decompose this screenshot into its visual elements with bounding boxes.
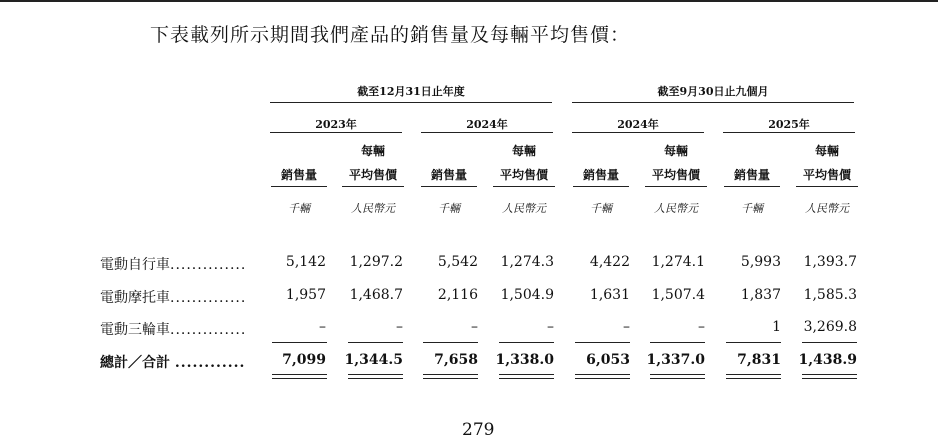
- table-cell-total: 7,099: [282, 352, 326, 368]
- table-cell-total: 7,658: [434, 352, 478, 368]
- year-rule: [421, 132, 553, 133]
- table-cell: 1,274.1: [651, 254, 705, 270]
- table-cell: –: [547, 319, 554, 335]
- table-cell-total: 6,053: [586, 352, 630, 368]
- page-number: 279: [462, 420, 495, 440]
- table-cell-total: 1,338.0: [495, 352, 554, 368]
- unit-volume: 千輛: [590, 202, 612, 215]
- col-header-volume: 銷售量: [430, 168, 467, 182]
- subtotal-rule: [423, 342, 478, 343]
- table-cell: 4,422: [589, 254, 630, 270]
- table-cell: 1,393.7: [803, 254, 857, 270]
- year-rule: [572, 132, 704, 133]
- table-cell-total: 1,438.9: [798, 352, 857, 368]
- group-rule-9m: [572, 102, 854, 103]
- row-label-e-motorcycle: 電動摩托車..............: [100, 290, 247, 306]
- subtotal-rule: [802, 342, 857, 343]
- col-header-price-line1: 每輛: [511, 144, 536, 158]
- total-double-rule: [650, 374, 705, 375]
- subtotal-rule: [348, 342, 403, 343]
- total-double-rule: [726, 378, 781, 379]
- table-cell: 1: [772, 319, 781, 335]
- row-label-e-tricycle: 電動三輪車..............: [100, 322, 247, 338]
- total-double-rule: [348, 378, 403, 379]
- subtotal-rule: [499, 342, 554, 343]
- table-cell-total: 7,831: [737, 352, 781, 368]
- col-rule: [421, 186, 477, 187]
- table-cell: 1,837: [740, 287, 781, 303]
- col-header-price-line1: 每輛: [360, 144, 385, 158]
- table-cell: 1,297.2: [349, 254, 403, 270]
- top-border: [0, 0, 938, 2]
- col-rule: [342, 186, 404, 187]
- col-rule: [573, 186, 629, 187]
- year-header: 2024年: [617, 118, 659, 131]
- total-double-rule: [423, 374, 478, 375]
- subtotal-rule: [726, 342, 781, 343]
- total-double-rule: [272, 374, 327, 375]
- intro-text: 下表載列所示期間我們產品的銷售量及每輛平均售價：: [150, 24, 631, 46]
- col-header-price-line2: 平均售價: [651, 168, 700, 182]
- year-header: 2023年: [315, 118, 357, 131]
- total-double-rule: [726, 374, 781, 375]
- group-header-fy: 截至12月31日止年度: [357, 85, 465, 98]
- table-cell: 1,468.7: [349, 287, 403, 303]
- table-cell: –: [396, 319, 403, 335]
- col-rule: [796, 186, 858, 187]
- unit-volume: 千輛: [438, 202, 460, 215]
- col-header-price-line1: 每輛: [663, 144, 688, 158]
- total-double-rule: [575, 378, 630, 379]
- subtotal-rule: [272, 342, 327, 343]
- total-double-rule: [272, 378, 327, 379]
- row-label-total: 總計／合計 ............: [100, 355, 246, 371]
- col-header-volume: 銷售量: [280, 168, 317, 182]
- total-double-rule: [348, 374, 403, 375]
- group-header-9m: 截至9月30日止九個月: [657, 85, 769, 98]
- year-rule: [270, 132, 402, 133]
- table-cell: 2,116: [437, 287, 478, 303]
- total-double-rule: [499, 378, 554, 379]
- total-double-rule: [802, 374, 857, 375]
- table-cell: 1,507.4: [651, 287, 705, 303]
- table-cell: 1,631: [589, 287, 630, 303]
- table-cell: 5,542: [437, 254, 478, 270]
- total-double-rule: [802, 378, 857, 379]
- total-double-rule: [499, 374, 554, 375]
- group-rule-fy: [270, 102, 552, 103]
- col-rule: [271, 186, 327, 187]
- col-rule: [724, 186, 780, 187]
- table-cell: –: [471, 319, 478, 335]
- subtotal-rule: [650, 342, 705, 343]
- table-cell: 1,274.3: [500, 254, 554, 270]
- table-cell: –: [623, 319, 630, 335]
- table-cell: 3,269.8: [803, 319, 857, 335]
- col-header-price-line2: 平均售價: [802, 168, 851, 182]
- subtotal-rule: [575, 342, 630, 343]
- col-header-volume: 銷售量: [733, 168, 770, 182]
- col-header-price-line2: 平均售價: [348, 168, 397, 182]
- col-header-price-line1: 每輛: [814, 144, 839, 158]
- unit-volume: 千輛: [288, 202, 310, 215]
- table-cell: 5,993: [740, 254, 781, 270]
- unit-price: 人民幣元: [654, 202, 698, 215]
- table-cell: 1,504.9: [500, 287, 554, 303]
- total-double-rule: [650, 378, 705, 379]
- table-cell-total: 1,337.0: [646, 352, 705, 368]
- table-cell: –: [319, 319, 326, 335]
- year-rule: [723, 132, 855, 133]
- unit-price: 人民幣元: [805, 202, 849, 215]
- total-double-rule: [575, 374, 630, 375]
- col-rule: [645, 186, 707, 187]
- total-double-rule: [423, 378, 478, 379]
- unit-price: 人民幣元: [502, 202, 546, 215]
- year-header: 2024年: [466, 118, 508, 131]
- table-cell: 1,585.3: [803, 287, 857, 303]
- table-cell: –: [698, 319, 705, 335]
- table-cell-total: 1,344.5: [344, 352, 403, 368]
- row-label-e-bicycle: 電動自行車..............: [100, 257, 247, 273]
- year-header: 2025年: [768, 118, 810, 131]
- col-rule: [493, 186, 555, 187]
- col-header-price-line2: 平均售價: [499, 168, 548, 182]
- unit-volume: 千輛: [741, 202, 763, 215]
- table-cell: 1,957: [285, 287, 326, 303]
- col-header-volume: 銷售量: [582, 168, 619, 182]
- unit-price: 人民幣元: [351, 202, 395, 215]
- table-cell: 5,142: [285, 254, 326, 270]
